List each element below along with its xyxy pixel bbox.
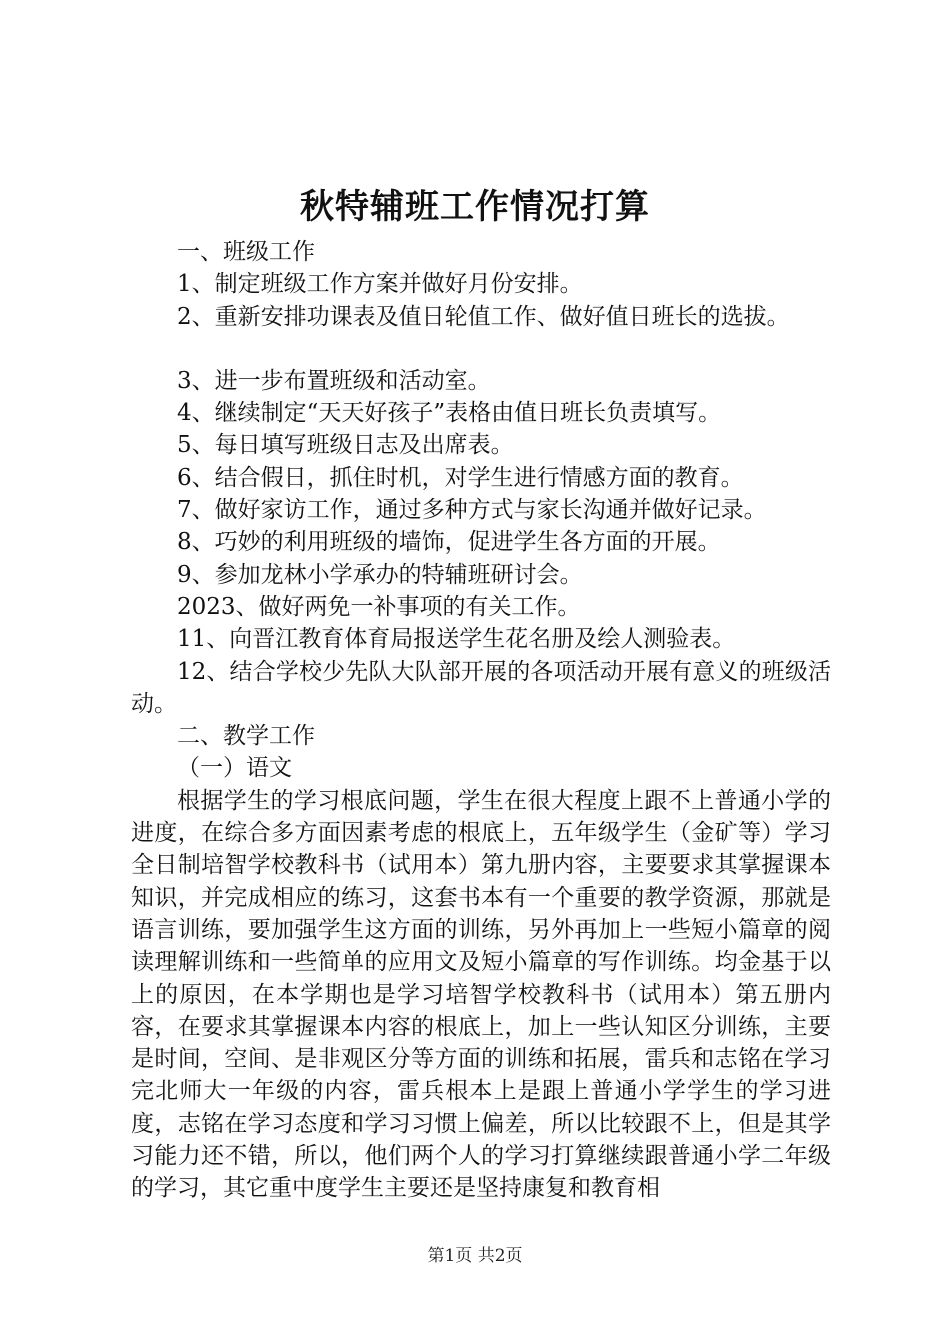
blank-line (131, 333, 831, 365)
list-item: 1、制定班级工作方案并做好月份安排。 (177, 271, 583, 298)
list-item: 6、结合假日，抓住时机，对学生进行情感方面的教育。 (177, 464, 744, 491)
list-item: 9、参加龙林小学承办的特辅班研讨会。 (177, 561, 583, 588)
subsection-heading-chinese: （一）语文 (177, 755, 292, 782)
list-item: 3、进一步布置班级和活动室。 (177, 367, 491, 394)
page-footer: 第1页 共2页 (427, 1246, 523, 1266)
section-heading-class-work: 一、班级工作 (177, 239, 315, 265)
list-item: 12、结合学校少先队大队部开展的各项活动开展有意义的班级活动。 (131, 658, 831, 717)
list-item: 4、继续制定“天天好孩子”表格由值日班长负责填写。 (177, 400, 722, 427)
list-item: 7、做好家访工作，通过多种方式与家长沟通并做好记录。 (177, 497, 767, 524)
list-item: 5、每日填写班级日志及出席表。 (177, 432, 514, 459)
list-item: 8、巧妙的利用班级的墙饰，促进学生各方面的开展。 (177, 529, 721, 556)
chinese-paragraph: 根据学生的学习根底问题，学生在很大程度上跟不上普通小学的进度，在综合多方面因素考虑的根底上，五年级学生（金矿等）学习全日制培智学校教科书（试用本）第九册内容，主要要求其掌握课本知识，并完成相应的练习，这套书本有一个重要的教学资源，那就是语言训练，要加强学生这方面的训练，另外再加上一些短小篇章的阅读理解训练和一些简单的应用文及短小篇章的写作训练。均金基于以上的原因，在本学期也是学习培智学校教科书（试用本）第五册内容，在要求其掌握课本内容的根底上，加上一些认知区分训练，主要是时间，空间、是非观区分等方面的训练和拓展，雷兵和志铭在学习完北师大一年级的内容，雷兵根本上是跟上普通小学学生的学习进度，志铭在学习态度和学习习惯上偏差，所以比较跟不上，但是其学习能力还不错，所以，他们两个人的学习打算继续跟普通小学二年级的学习，其它重中度学生主要还是坚持康复和教育相 (131, 787, 831, 1202)
section-heading-teaching-work: 二、教学工作 (177, 723, 315, 750)
document-body (131, 236, 831, 1205)
list-item: 2、重新安排功课表及值日轮值工作、做好值日班长的选拔。 (177, 303, 790, 330)
list-item: 11、向晋江教育体育局报送学生花名册及绘人测验表。 (177, 626, 736, 653)
document-title: 秋特辅班工作情况打算 (300, 187, 650, 227)
list-item: 2023、做好两免一补事项的有关工作。 (177, 593, 581, 620)
